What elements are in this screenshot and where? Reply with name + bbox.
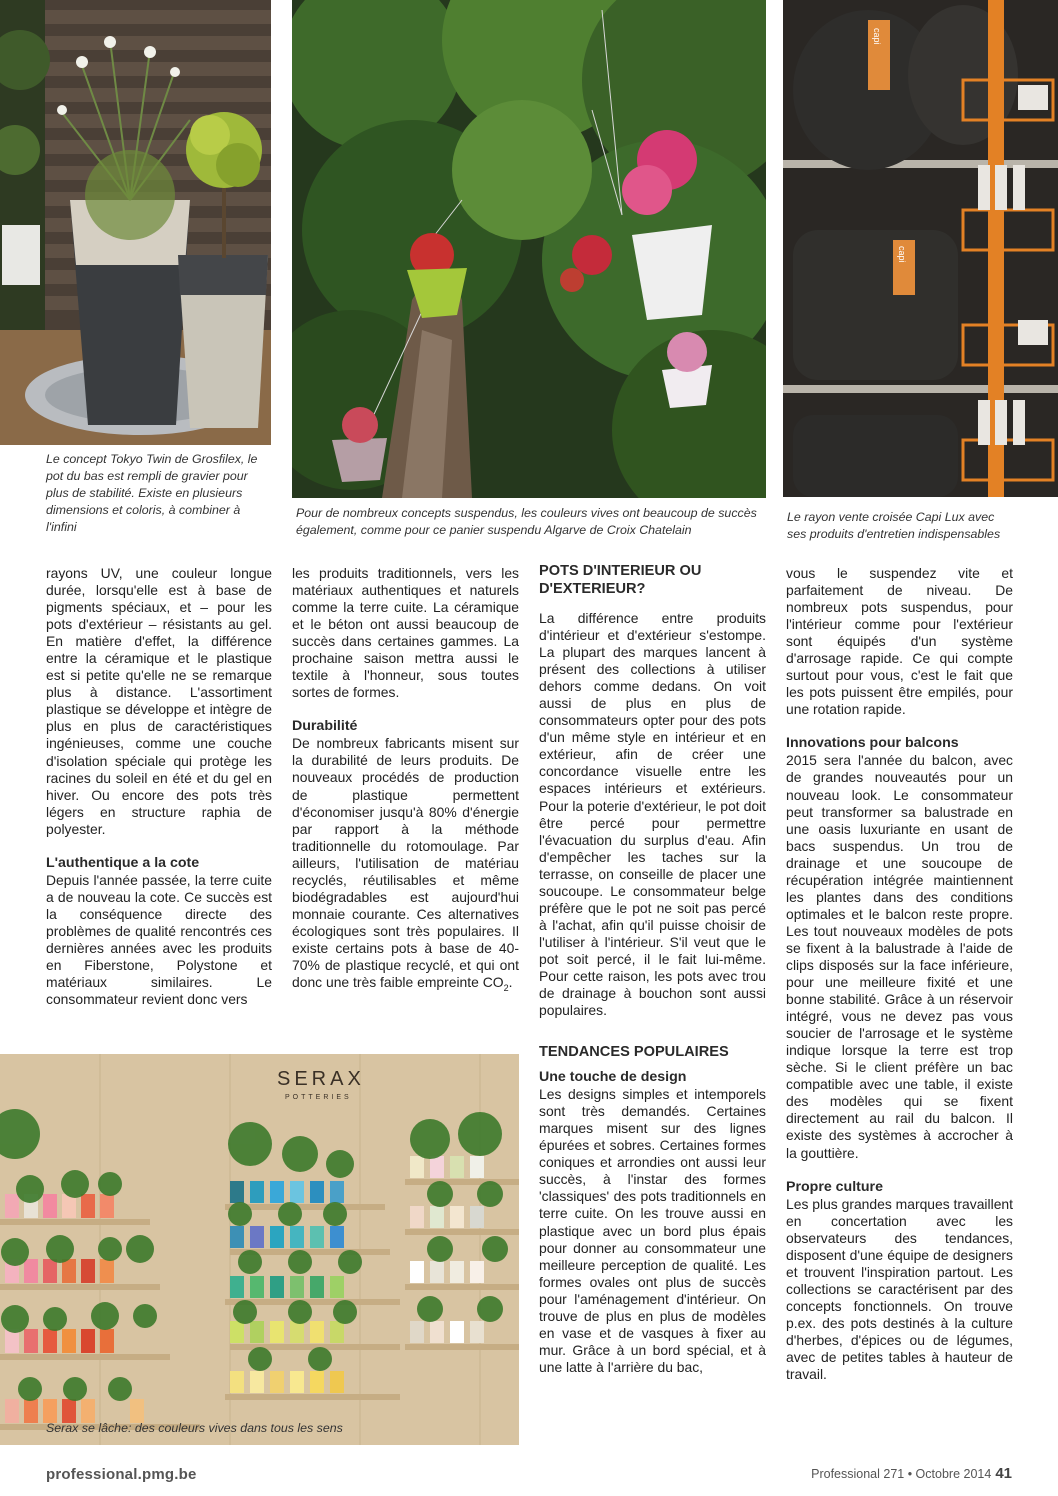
col2-paragraph-1: les produits traditionnels, vers les matériaux authentiques et naturels comme la terre cuite. La céramique et le béton ont aussi beaucoup de succès dans certaines gammes. La prochaine saison mettra aussi le textile à l'honneur, sous toutes sortes de formes. [292, 565, 519, 701]
col2-paragraph-2 [292, 735, 519, 996]
footer-site-link[interactable]: professional.pmg.be [46, 1466, 197, 1483]
col3-heading-tendances: TENDANCES POPULAIRES [539, 1044, 729, 1061]
col3-heading-pots: POTS D'INTERIEUR OU D'EXTERIEUR? [539, 563, 702, 597]
column-1 [46, 565, 272, 1008]
column-3 [539, 562, 766, 1376]
caption-capi-lux: Le rayon vente croisée Capi Lux avec ses produits d'entretien indispensables [787, 510, 1001, 541]
column-4 [786, 565, 1013, 1383]
footer-issue [811, 1465, 1012, 1482]
serax-logo: SERAX [277, 1068, 365, 1090]
serax-logo-sub: POTTERIES [285, 1094, 352, 1101]
col3-paragraph-1: La différence entre produits d'intérieur et d'extérieur s'estompe. La plupart des marques lancent à présent des collections à utiliser dehors comme dedans. On voit aussi de plus en plus de consommateurs opter pour des pots d'un même style en intérieur et en extérieur, afin de créer une concordance visuelle entre les espaces intérieurs et extérieurs. Pour la poterie d'extérieur, le pot doit être percé pour permettre l'évacuation du surplus d'eau. Afin d'empêcher les taches sur la terrasse, on conseille de placer une soucoupe. Le consommateur belge préfère que le pot ne soit pas percé à l'achat, afin qu'il puisse choisir de l'utiliser à l'intérieur. S'il veut que le pot soit percé, il le fait lui-même. Pour cette raison, les pots avec trou de drainage à bouchon sont aussi populaires. [539, 610, 766, 1019]
col4-heading-culture: Propre culture [786, 1178, 883, 1195]
co2-subscript: 2 [503, 982, 509, 993]
column-2 [292, 565, 519, 997]
col4-paragraph-2: 2015 sera l'année du balcon, avec de grandes nouveautés pour un nouveau look. Le consommateur peut transformer sa balustrade en une oasis luxuriante en usant de bacs suspendus. Un trou de drainage et une soucoupe de récupération intégrée maintiennent les plantes dans des conditions optimales et le balcon reste propre. Les tout nouveaux modèles de pots se fixent à la balustrade à l'aide de clips disposés sur la face inférieure, pour une meilleure fixité et une bonne stabilité. Grâce à un réservoir intégré, vous ne devez pas vous soucier de l'arrosage et le système indique lorsque la terre est trop sèche. Si le client préfère un bac compatible avec une table, il existe des modèles qui se fixent directement au rail du balcon. Il existe des systèmes à accrocher à la gouttière. [786, 752, 1013, 1161]
col4-heading-balcons: Innovations pour balcons [786, 735, 959, 752]
caption-suspended-baskets: Pour de nombreux concepts suspendus, les couleurs vives ont beaucoup de succès également, comme pour ce panier suspendu Algarve de Croix Chatelain [296, 506, 757, 537]
caption-tokyo-twin: Le concept Tokyo Twin de Grosfilex, le pot du bas est rempli de gravier pour plus de stabilité. Existe en plusieurs dimensions et coloris, à combiner à l'infini [46, 452, 258, 534]
col2-paragraph-2-end: . [508, 974, 513, 991]
capi-label-top: capi [872, 28, 882, 45]
col2-heading-durabilite: Durabilité [292, 718, 358, 735]
photo-tokyo-twin [0, 0, 271, 445]
photo-serax [0, 1054, 519, 1445]
page-number: 41 [995, 1465, 1012, 1482]
caption-serax: Serax se lâche: des couleurs vives dans tous les sens [46, 1421, 343, 1435]
col1-paragraph-2: Depuis l'année passée, la terre cuite a de nouveau la cote. Ce succès est la conséquence directe des problèmes de qualité rencontrés ces dernières années avec les produits en Fiberstone, Polystone et matériaux similaires. Le consommateur revient donc vers [46, 871, 272, 1008]
capi-label-mid: capi [897, 246, 907, 263]
col4-paragraph-1: vous le suspendez vite et parfaitement de niveau. De nombreux pots suspendus, pour l'intérieur comme pour l'extérieur sont équipés d'un système d'arrosage rapide. Ce qui compte surtout pour vous, c'est le fait que les pots puissent être empilés, pour une rotation rapide. [786, 565, 1013, 718]
col3-paragraph-2: Les designs simples et intemporels sont très demandés. Certaines marques misent sur des lignes épurées et sobres. Certaines formes coniques et arrondies ont aussi leur succès, à l'instar des formes 'classiques' des pots traditionnels en terre cuite. On les trouve aussi en plastique avec un bord plus épais pour donner au consommateur une meilleure perception de qualité. Les formes ovales ont plus de succès pour l'aménagement d'intérieur. On trouve de plus en plus de modèles en vase et de vasques à fixer au mur. Grâce à un bord spécial, et à une latte à l'arrière du bac, [539, 1086, 766, 1375]
col1-heading-authentique: L'authentique a la cote [46, 854, 200, 871]
photo-capi-lux [783, 0, 1058, 497]
photo-suspended-baskets [292, 0, 766, 498]
col2-paragraph-2-text: De nombreux fabricants misent sur la durabilité de leurs produits. De nouveaux procédés de production de plastique permettent d'économiser jusqu'à 80% d'énergie par rapport à la méthode traditionnelle du rotomoulage. Par ailleurs, l'utilisation de matériau recyclés, réutilisables et même biodégradables est aujourd'hui monnaie courante. Ces alternatives écologiques sont très populaires. Il existe certains pots à base de 40-70% de plastique recyclé, et qui ont donc une très faible empreinte CO [292, 735, 519, 991]
col4-paragraph-3: Les plus grandes marques travaillent en concertation avec les observateurs des tendances, disposent d'une équipe de designers et trouvent l'inspiration partout. Les collections se caractérisent par des concepts fonctionnels. On trouve p.ex. des pots destinés à la culture d'herbes, d'épices ou de légumes, avec de petites tables à hauteur de travail. [786, 1195, 1014, 1383]
col3-heading-design: Une touche de design [539, 1069, 687, 1086]
col1-paragraph-1: rayons UV, une couleur longue durée, lorsqu'elle est à base de pigments spéciaux, et – pour les pots d'extérieur – résistants au gel. En matière d'effet, la différence entre la céramique et le plastique est si petite qu'elle ne se remarque plus à distance. L'assortiment plastique se développe et intègre de plus en plus de caractéristiques ingénieuses, comme une couche d'isolation spéciale qui protège les racines du soleil en été et du gel en hiver. Ou encore des pots très légers en structure raphia de polyester. [46, 565, 272, 837]
footer-issue-text: Professional 271 • Octobre 2014 [811, 1467, 992, 1481]
